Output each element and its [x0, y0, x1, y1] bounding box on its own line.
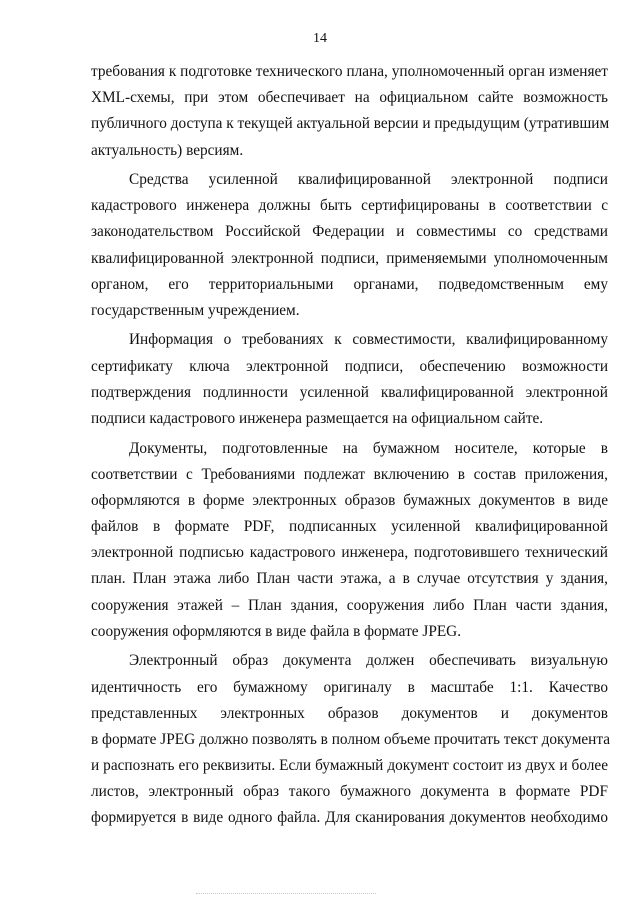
- text-line: оформляются в форме электронных образов бумажных документов в виде: [91, 491, 608, 509]
- text-line: формируется в виде одного файла. Для сканирования документов необходимо: [91, 809, 608, 827]
- text-line: Средства усиленной квалифицированной электронной подписи: [129, 171, 608, 189]
- text-line: электронной подписью кадастрового инженера, подготовившего технический: [91, 544, 608, 562]
- text-line: подписи кадастрового инженера размещается на официальном сайте.: [91, 410, 544, 428]
- text-line: сооружения этажей – План здания, сооружения либо План части здания,: [91, 596, 608, 614]
- text-line: план. План этажа либо План части этажа, а в случае отсутствия у здания,: [91, 570, 608, 588]
- text-line: Электронный образ документа должен обеспечивать визуальную: [129, 652, 608, 670]
- text-line: листов, электронный образ такого бумажного документа в формате PDF: [91, 783, 608, 801]
- paragraph-4: [91, 436, 608, 646]
- text-line: публичного доступа к текущей актуальной версии и предыдущим (утратившим: [91, 115, 610, 133]
- text-line: органом, его территориальными органами, подведомственным ему: [91, 275, 608, 293]
- text-line: сооружения оформляются в виде файла в формате JPEG.: [91, 622, 462, 640]
- text-line: государственным учреждением.: [91, 301, 300, 319]
- paragraph-2: [91, 167, 608, 324]
- text-line: XML-схемы, при этом обеспечивает на официальном сайте возможность: [91, 89, 608, 107]
- text-line: представленных электронных образов документов и документов: [91, 704, 608, 722]
- text-line: подтверждения подлинности усиленной квалифицированной электронной: [91, 383, 608, 401]
- paragraph-3: [91, 327, 608, 432]
- text-line: сертификату ключа электронной подписи, обеспечению возможности: [91, 357, 608, 375]
- paragraph-1: [91, 59, 608, 164]
- text-line: Документы, подготовленные на бумажном носителе, которые в: [129, 439, 608, 457]
- text-line: актуальность) версиям.: [91, 141, 244, 159]
- text-line: законодательством Российской Федерации и совместимы со средствами: [91, 223, 608, 241]
- text-line: квалифицированной электронной подписи, применяемыми уполномоченным: [91, 249, 608, 267]
- text-line: идентичность его бумажному оригиналу в масштабе 1:1. Качество: [91, 678, 608, 696]
- body-text: [91, 59, 611, 832]
- text-line: требования к подготовке технического плана, уполномоченный орган изменяет: [91, 63, 608, 80]
- scan-artifact: [196, 893, 376, 895]
- text-line: соответствии с Требованиями подлежат включению в состав приложения,: [91, 465, 608, 483]
- text-line: и распознать его реквизиты. Если бумажный документ состоит из двух и более: [91, 757, 608, 775]
- page-number: 14: [313, 31, 327, 46]
- paragraph-5: [91, 648, 611, 831]
- text-line: кадастрового инженера должны быть сертифицированы в соответствии с: [91, 197, 608, 215]
- text-line: Информация о требованиях к совместимости, квалифицированному: [129, 331, 608, 349]
- text-line: файлов в формате PDF, подписанных усиленной квалифицированной: [91, 518, 608, 536]
- text-line: в формате JPEG должно позволять в полном объеме прочитать текст документа: [91, 730, 611, 748]
